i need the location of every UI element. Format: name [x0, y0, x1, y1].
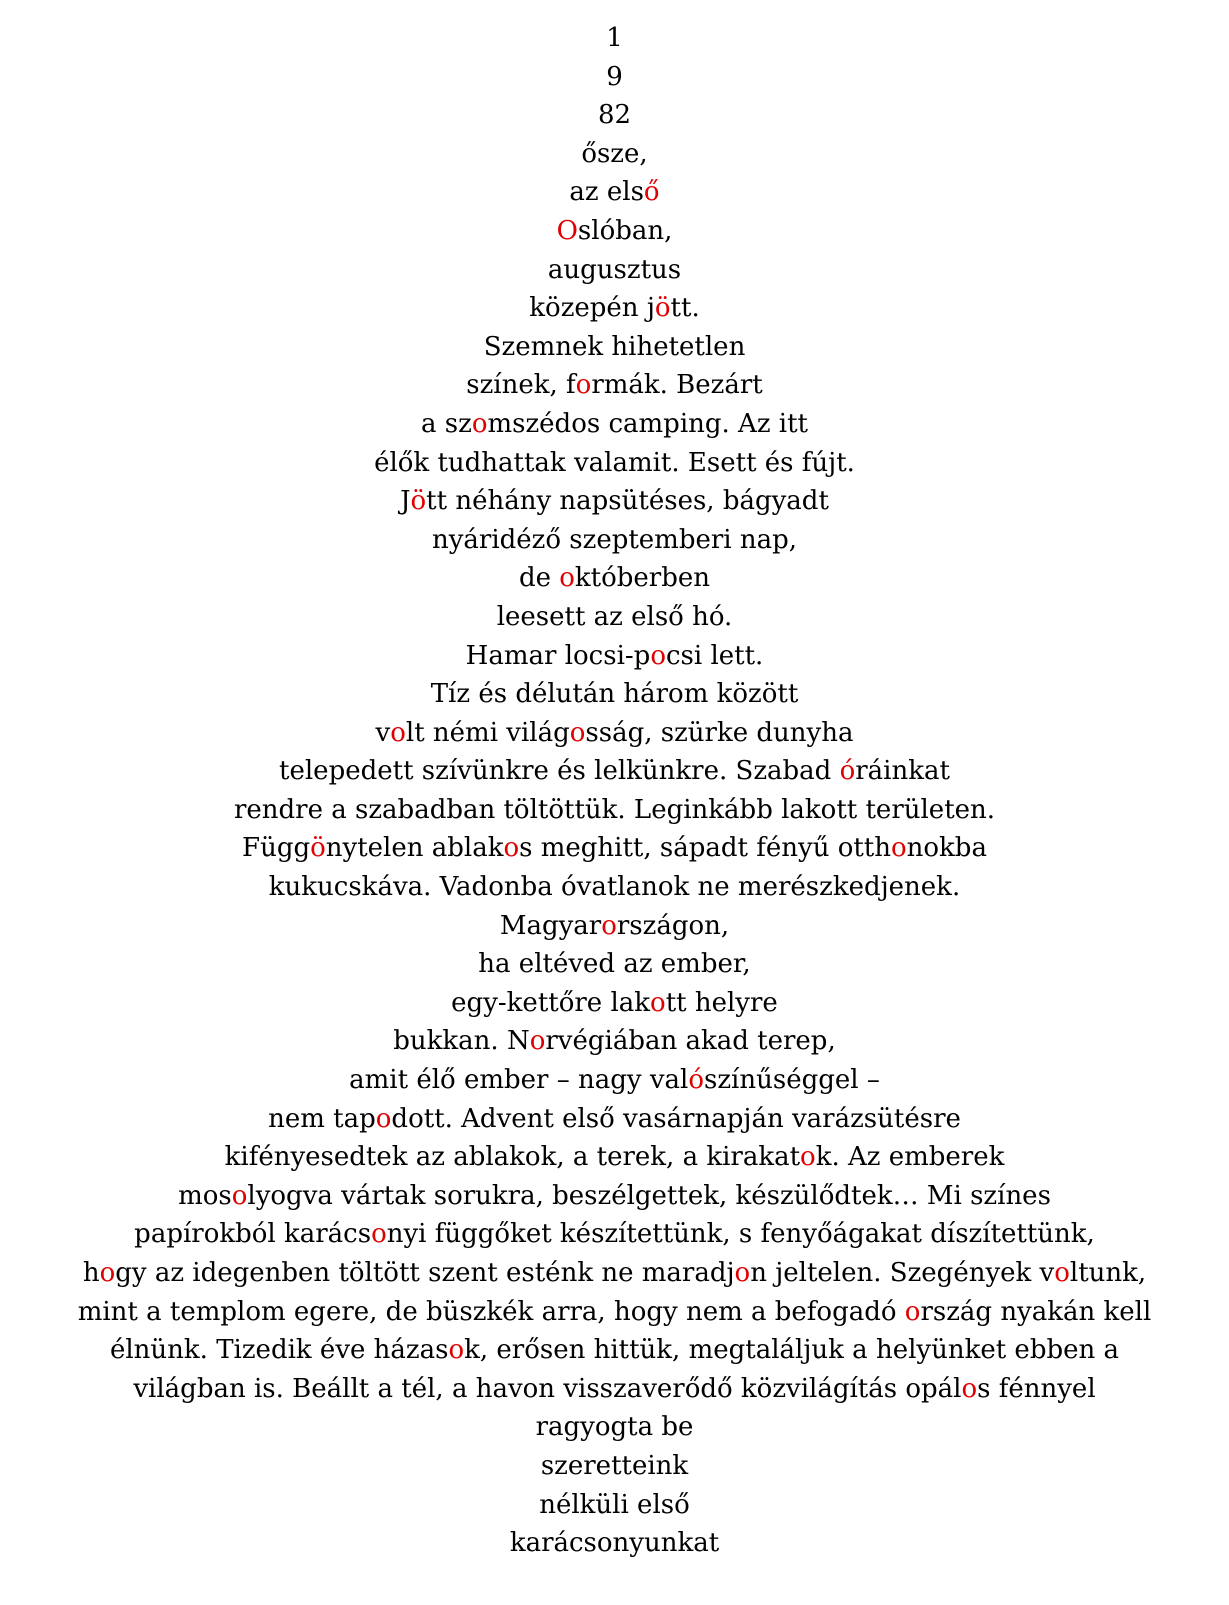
highlighted-letter: o [375, 1103, 392, 1134]
poem-text: ráinkat [855, 756, 950, 787]
poem-text: v [375, 717, 391, 748]
poem-text: közepén j [529, 293, 655, 324]
poem-text: s meghitt, sápadt fényű otth [519, 833, 891, 864]
poem-text: Függ [242, 833, 311, 864]
poem-text: színűséggel – [704, 1065, 880, 1096]
poem-text: szeretteink [540, 1450, 689, 1481]
poem-line [0, 521, 1229, 560]
poem-text: nyáridéző szeptemberi nap, [431, 524, 798, 555]
highlighted-letter: o [231, 1180, 248, 1211]
highlighted-letter: o [601, 910, 617, 941]
poem-text: J [400, 486, 411, 517]
poem-text: Hamar locsi-p [465, 640, 651, 671]
poem-line [0, 637, 1229, 676]
poem-line [0, 945, 1229, 984]
poem-text: rendre a szabadban töltöttük. Leginkább lakott területen. [233, 794, 996, 825]
poem-text: k. Az emberek [815, 1142, 1005, 1173]
poem-line [0, 135, 1229, 174]
poem-text: rszág nyakán kell [920, 1296, 1152, 1327]
poem-line [0, 1370, 1229, 1409]
poem-line [0, 829, 1229, 868]
poem-text: n jeltelen. Szegények v [750, 1258, 1055, 1288]
highlighted-letter: o [961, 1373, 978, 1404]
highlighted-letter: ő [643, 177, 660, 208]
poem-text: nyi függőket készítettünk, s fenyőágakat díszítettünk, [386, 1219, 1095, 1250]
highlighted-letter: ö [310, 833, 326, 864]
poem-text: 1 [606, 23, 623, 53]
poem-text: ltunk, [1069, 1258, 1147, 1288]
poem-line [0, 1293, 1229, 1332]
poem-text: Magyar [499, 910, 602, 941]
poem-line [0, 1177, 1229, 1216]
poem-text: mint a templom egere, de büszkék arra, hogy nem a befogadó [77, 1296, 905, 1327]
poem-line [0, 212, 1229, 251]
poem-line [0, 1138, 1229, 1177]
poem-line [0, 907, 1229, 946]
poem-text: Tíz és délután három között [430, 679, 799, 710]
poem-text: ősze, [581, 138, 648, 169]
poem-text: tt helyre [665, 987, 778, 1018]
poem-text: tt néhány napsütéses, bágyadt [426, 486, 829, 517]
poem-text: mszédos camping. Az itt [487, 408, 808, 439]
poem-line [0, 1022, 1229, 1061]
highlighted-letter: o [99, 1258, 116, 1288]
poem-text: az els [569, 177, 644, 208]
poem-text: kifényesedtek az ablakok, a terek, a kirakat [224, 1142, 801, 1173]
poem-text: któberben [574, 563, 711, 594]
poem-line [0, 289, 1229, 328]
poem-text: s fénnyel [977, 1373, 1096, 1404]
poem-text: 9 [606, 61, 623, 92]
poem-text: 82 [597, 100, 632, 131]
poem-line [0, 1447, 1229, 1486]
poem-line [0, 366, 1229, 405]
poem-text: nélküli első [539, 1489, 690, 1520]
highlighted-letter: ó [839, 756, 856, 787]
poem-line [0, 444, 1229, 483]
poem-text: világban is. Beállt a tél, a havon visszaverődő közvilágítás opál [133, 1373, 962, 1404]
highlighted-letter: o [800, 1142, 816, 1173]
poem-text: slóban, [577, 215, 673, 246]
poem-text: nokba [906, 833, 987, 864]
highlighted-letter: ó [688, 1065, 704, 1096]
poem-line [0, 1486, 1229, 1525]
poem-text: gy az idegenben töltött szent esténk ne maradj [115, 1258, 735, 1288]
poem-line [0, 1524, 1229, 1563]
highlighted-letter: ö [410, 486, 427, 517]
highlighted-letter: o [575, 370, 592, 401]
poem-text: lyogva vártak sorukra, beszélgettek, készülődtek… Mi színes [247, 1180, 1051, 1211]
poem-line [0, 405, 1229, 444]
poem-text: rszágon, [616, 910, 730, 941]
poem-text: karácsonyunkat [509, 1528, 720, 1559]
highlighted-letter: o [650, 987, 666, 1018]
poem-text: de [518, 563, 560, 594]
poem-text: ragyogta be [535, 1412, 694, 1443]
highlighted-letter: o [371, 1219, 387, 1250]
poem-text: ha eltéved az ember, [478, 949, 751, 980]
poem-text: mos [178, 1180, 232, 1211]
highlighted-letter: o [559, 563, 575, 594]
poem-line [0, 752, 1229, 791]
poem-text: lt némi világ [405, 717, 570, 748]
poem-text: h [82, 1258, 100, 1288]
highlighted-letter: o [529, 1026, 546, 1057]
highlighted-letter: o [891, 833, 907, 864]
poem-line [0, 328, 1229, 367]
poem-line [0, 19, 1229, 58]
poem-text: leesett az első hó. [496, 601, 733, 632]
poem-text: egy-kettőre lak [451, 987, 651, 1018]
poem-line [0, 791, 1229, 830]
poem-text: élők tudhattak valamit. Esett és fújt. [374, 447, 855, 478]
poem-line [0, 1061, 1229, 1100]
poem-text: augusztus [547, 254, 682, 285]
highlighted-letter: o [390, 717, 406, 748]
poem-text: nem tap [268, 1103, 376, 1134]
poem-line [0, 482, 1229, 521]
poem-text: amit élő ember – nagy val [349, 1065, 689, 1096]
highlighted-letter: o [1054, 1258, 1070, 1288]
poem-text: élnünk. Tizedik éve házas [109, 1335, 449, 1366]
poem-line [0, 1408, 1229, 1447]
poem-line [0, 1215, 1229, 1254]
poem-text: a sz [421, 408, 472, 439]
poem-line [0, 1331, 1229, 1370]
poem-text: rmák. Bezárt [591, 370, 763, 401]
poem-line [0, 598, 1229, 637]
highlighted-letter: o [471, 408, 488, 439]
highlighted-letter: o [448, 1335, 465, 1366]
poem-line [0, 984, 1229, 1023]
poem-text: csi lett. [665, 640, 764, 671]
poem-text: színek, f [466, 370, 576, 401]
poem-text: bukkan. N [393, 1026, 530, 1057]
poem-text: rvégiában akad terep, [545, 1026, 836, 1057]
poem-text: papírokból karács [134, 1219, 372, 1250]
highlighted-letter: O [556, 215, 578, 246]
highlighted-letter: o [904, 1296, 921, 1327]
poem-text: Szemnek hihetetlen [483, 331, 746, 362]
poem-line [0, 96, 1229, 135]
poem-text: tt. [670, 293, 700, 324]
poem-line [0, 173, 1229, 212]
highlighted-letter: ö [654, 293, 671, 324]
highlighted-letter: o [650, 640, 666, 671]
highlighted-letter: o [734, 1258, 751, 1288]
poem-text: kukucskáva. Vadonba óvatlanok ne merészkedjenek. [268, 872, 961, 903]
poem-text: dott. Advent első vasárnapján varázsütésre [391, 1103, 961, 1134]
poem-line [0, 714, 1229, 753]
poem-line [0, 1254, 1229, 1293]
poem-text: nytelen ablak [325, 833, 504, 864]
poem-line [0, 868, 1229, 907]
poem-line [0, 559, 1229, 598]
poem-line [0, 251, 1229, 290]
poem-text: telepedett szívünkre és lelkünkre. Szabad [279, 756, 840, 787]
highlighted-letter: o [569, 717, 586, 748]
poem-line [0, 58, 1229, 97]
poem-text: sság, szürke dunyha [585, 717, 854, 748]
highlighted-letter: o [503, 833, 520, 864]
poem-line [0, 1100, 1229, 1139]
poem-line [0, 675, 1229, 714]
poem-text: k, erősen hittük, megtaláljuk a helyünket ebben a [464, 1335, 1119, 1366]
